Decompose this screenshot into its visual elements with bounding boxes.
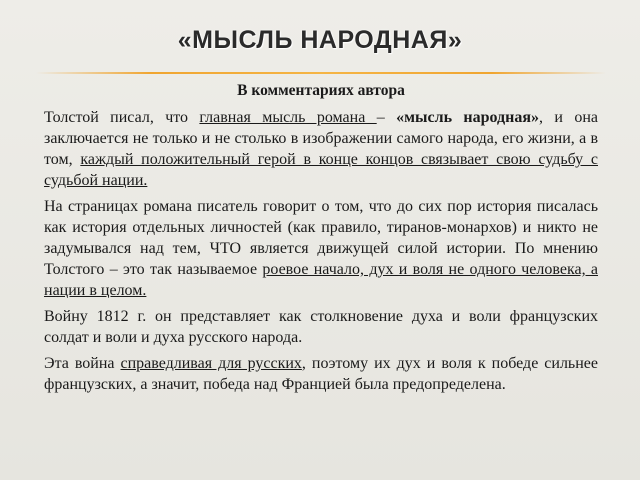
slide-body xyxy=(44,80,598,400)
paragraph-war-1812 xyxy=(44,306,598,348)
p4-underline-just: справедливая для русских xyxy=(120,355,302,372)
paragraph-history xyxy=(44,196,598,301)
subheading: В комментариях автора xyxy=(237,82,405,99)
p1-text-1: Толстой писал, что xyxy=(44,109,200,126)
p1-bold-quote: «мысль народная» xyxy=(396,109,540,126)
p2-underline-swarm: роевое начало, дух и воля не одного человека, а нации в целом. xyxy=(44,261,598,299)
title-divider xyxy=(36,72,606,74)
paragraph-just-war xyxy=(44,353,598,395)
p1-underline-main-idea: главная мысль романа xyxy=(199,109,377,126)
p4-text-1: Эта война xyxy=(44,355,121,372)
p1-underline-hero: каждый положительный герой в конце концов связывает свою судьбу с судьбой нации. xyxy=(44,151,598,189)
p4-text-2: , поэтому их дух и воля к победе сильнее французских, а значит, победа над Францией была предопределена. xyxy=(44,355,598,393)
paragraph-main-idea xyxy=(44,107,598,191)
p1-text-3: , и она заключается не только и не столько в изображении самого народа, его жизни, а в том, xyxy=(44,109,599,168)
p3-text-1: Войну 1812 г. он представляет как столкновение духа и воли французских солдат и воли и духа русского народа. xyxy=(44,308,598,346)
p1-text-2: – xyxy=(376,109,397,126)
p2-text-1: На страницах романа писатель говорит о том, что до сих пор история писалась как история отдельных личностей (как правило, тиранов-монархов) и никто не задумывался над тем, ЧТО является движущей силой истории. По мнению Толстого – это так называемое xyxy=(44,198,598,278)
slide-title: «МЫСЛЬ НАРОДНАЯ» xyxy=(177,26,463,54)
